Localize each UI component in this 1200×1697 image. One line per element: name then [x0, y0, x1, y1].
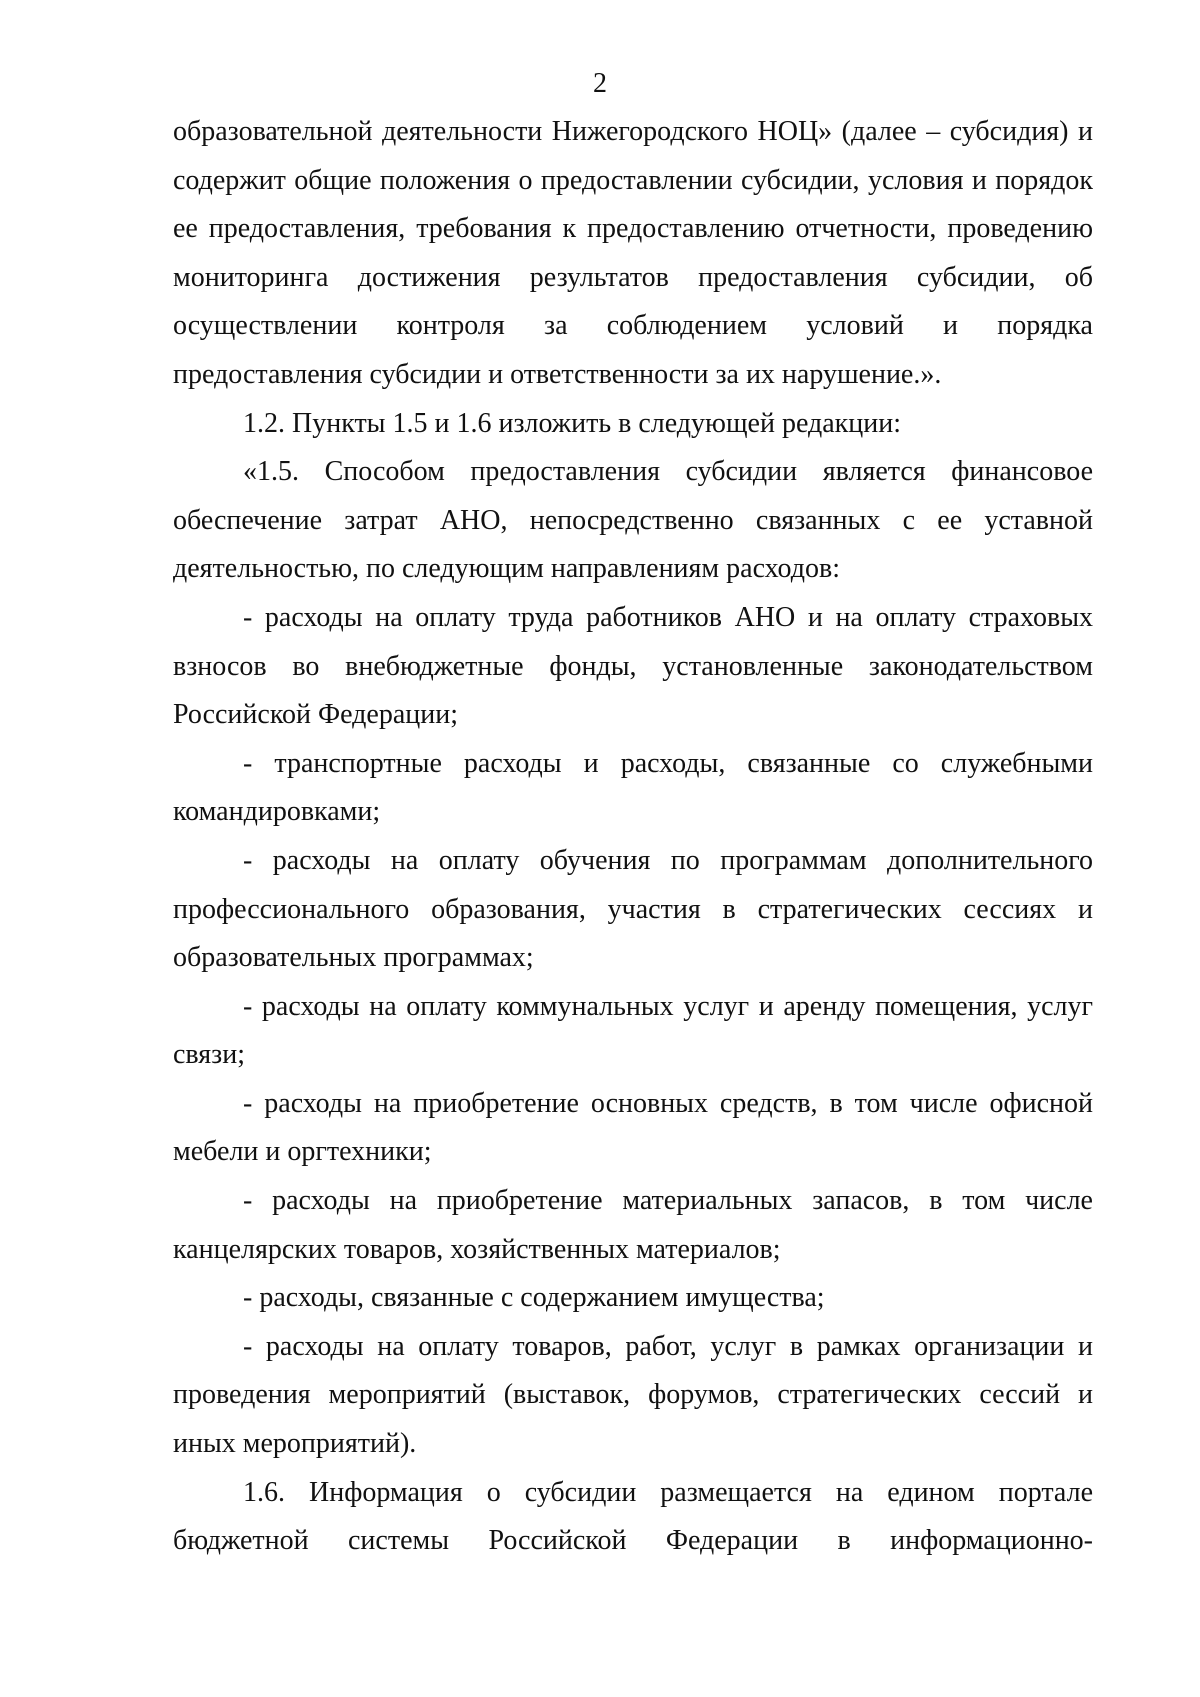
list-item-fixed-assets-costs: - расходы на приобретение основных средств, в том числе офисной мебели и оргтехники; [173, 1087, 1093, 1168]
list-item-materials-costs: - расходы на приобретение материальных запасов, в том числе канцелярских товаров, хозяйственных материалов; [173, 1185, 1093, 1265]
list-item-training-costs: - расходы на оплату обучения по программам дополнительного профессионального образования, участия в стратегических сессиях и образовательных программах; [173, 844, 1093, 974]
paragraph-item-1-5: «1.5. Способом предоставления субсидии является финансовое обеспечение затрат АНО, непосредственно связанных с ее уставной деятельностью, по следующим направлениям расходов: [173, 456, 1093, 585]
paragraph-continuation: образовательной деятельности Нижегородского НОЦ» (далее – субсидия) и содержит общие положения о предоставлении субсидии, условия и порядок ее предоставления, требования к предоставлению отчетности, проведению мониторинга достижения результатов предоставления субсидии, об осуществлении контроля за соблюдением условий и порядка предоставления субсидии и ответственности за их нарушение.». [173, 116, 1093, 390]
list-item-labor-costs: - расходы на оплату труда работников АНО и на оплату страховых взносов во внебюджетные фонды, установленные законодательством Российской Федерации; [173, 601, 1093, 731]
page-number: 2 [593, 68, 607, 99]
list-item-property-costs: - расходы, связанные с содержанием имущества; [243, 1282, 825, 1314]
list-item-transport-costs: - транспортные расходы и расходы, связанные со служебными командировками; [173, 747, 1093, 828]
paragraph-item-1-2: 1.2. Пункты 1.5 и 1.6 изложить в следующей редакции: [243, 407, 902, 439]
document-body [173, 108, 1093, 1566]
list-item-utilities-costs: - расходы на оплату коммунальных услуг и аренду помещения, услуг связи; [173, 990, 1093, 1071]
list-item-events-costs: - расходы на оплату товаров, работ, услуг в рамках организации и проведения мероприятий (выставок, форумов, стратегических сессий и иных мероприятий). [173, 1330, 1093, 1460]
paragraph-item-1-6: 1.6. Информация о субсидии размещается на едином портале бюджетной системы Российской Федерации в информационно- [173, 1476, 1093, 1557]
